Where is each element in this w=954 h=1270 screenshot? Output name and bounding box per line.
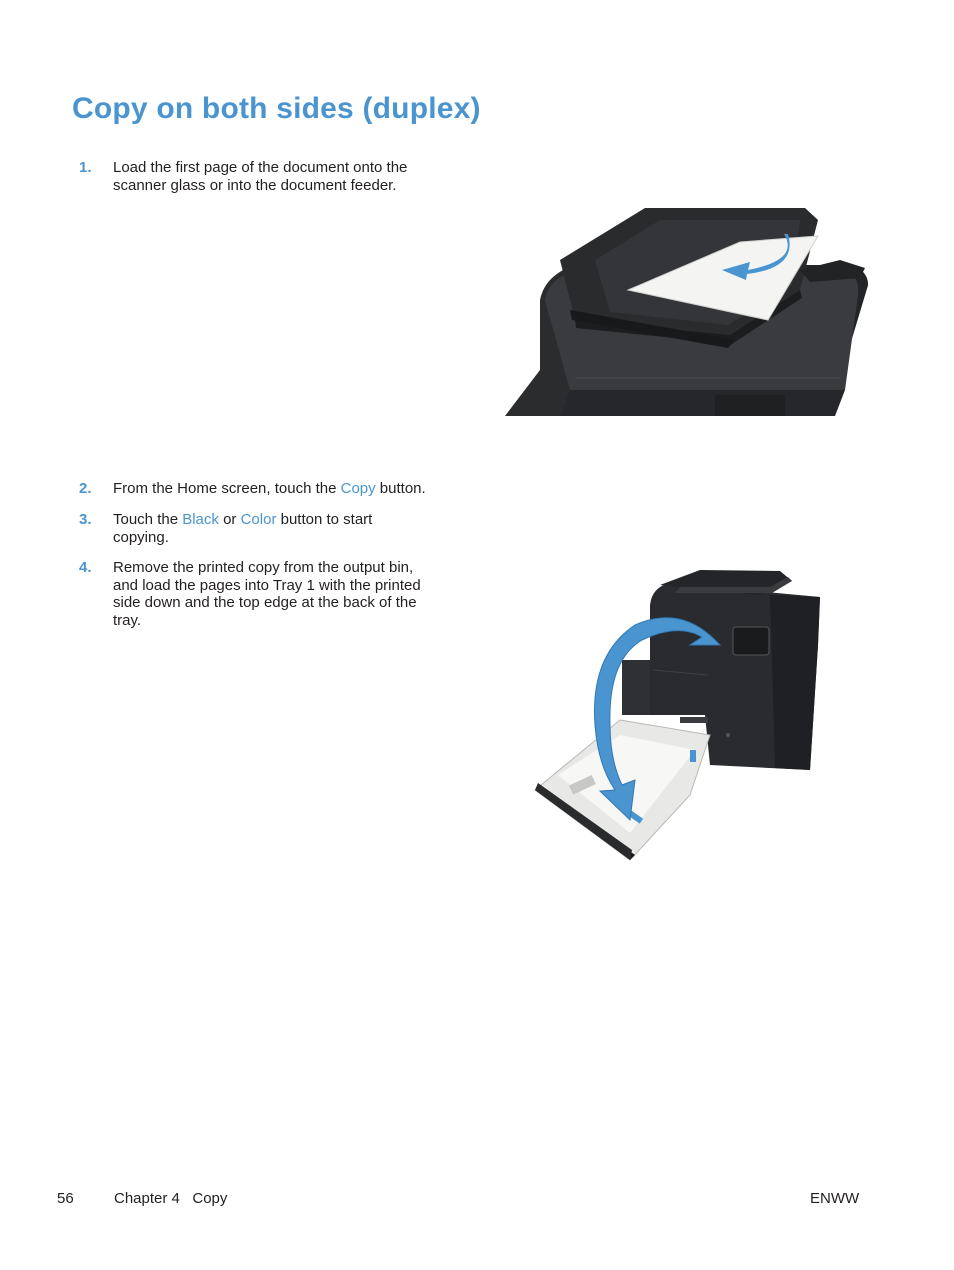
color-button-reference: Color [240, 511, 277, 528]
copy-button-reference: Copy [340, 480, 376, 497]
printer-tray-illustration [530, 565, 830, 865]
step-text-pre: From the Home screen, touch the [113, 480, 341, 497]
step-number: 3. [79, 511, 92, 528]
page-title: Copy on both sides (duplex) [72, 92, 481, 125]
locale-label: ENWW [810, 1190, 860, 1207]
step-text [113, 511, 403, 546]
step-text-mid: or [218, 511, 241, 528]
step-number: 2. [79, 480, 92, 497]
step-number: 1. [79, 159, 92, 176]
page-number: 56 [57, 1190, 74, 1207]
step-text: Load the first page of the document onto the scanner glass or into the document feeder. [113, 159, 408, 194]
black-button-reference: Black [182, 511, 219, 528]
step-text-post: button. [375, 480, 426, 497]
step-text: Remove the printed copy from the output bin, and load the pages into Tray 1 with the printed side down and the top edge at the back of the tray. [113, 559, 421, 629]
step-text-pre: Touch the [113, 511, 183, 528]
step-text [113, 480, 473, 498]
printer-feeder-illustration [500, 200, 875, 420]
step-number: 4. [79, 559, 92, 576]
step-text-post: button to start copying. [113, 511, 373, 546]
chapter-label: Chapter 4 Copy [114, 1190, 228, 1207]
